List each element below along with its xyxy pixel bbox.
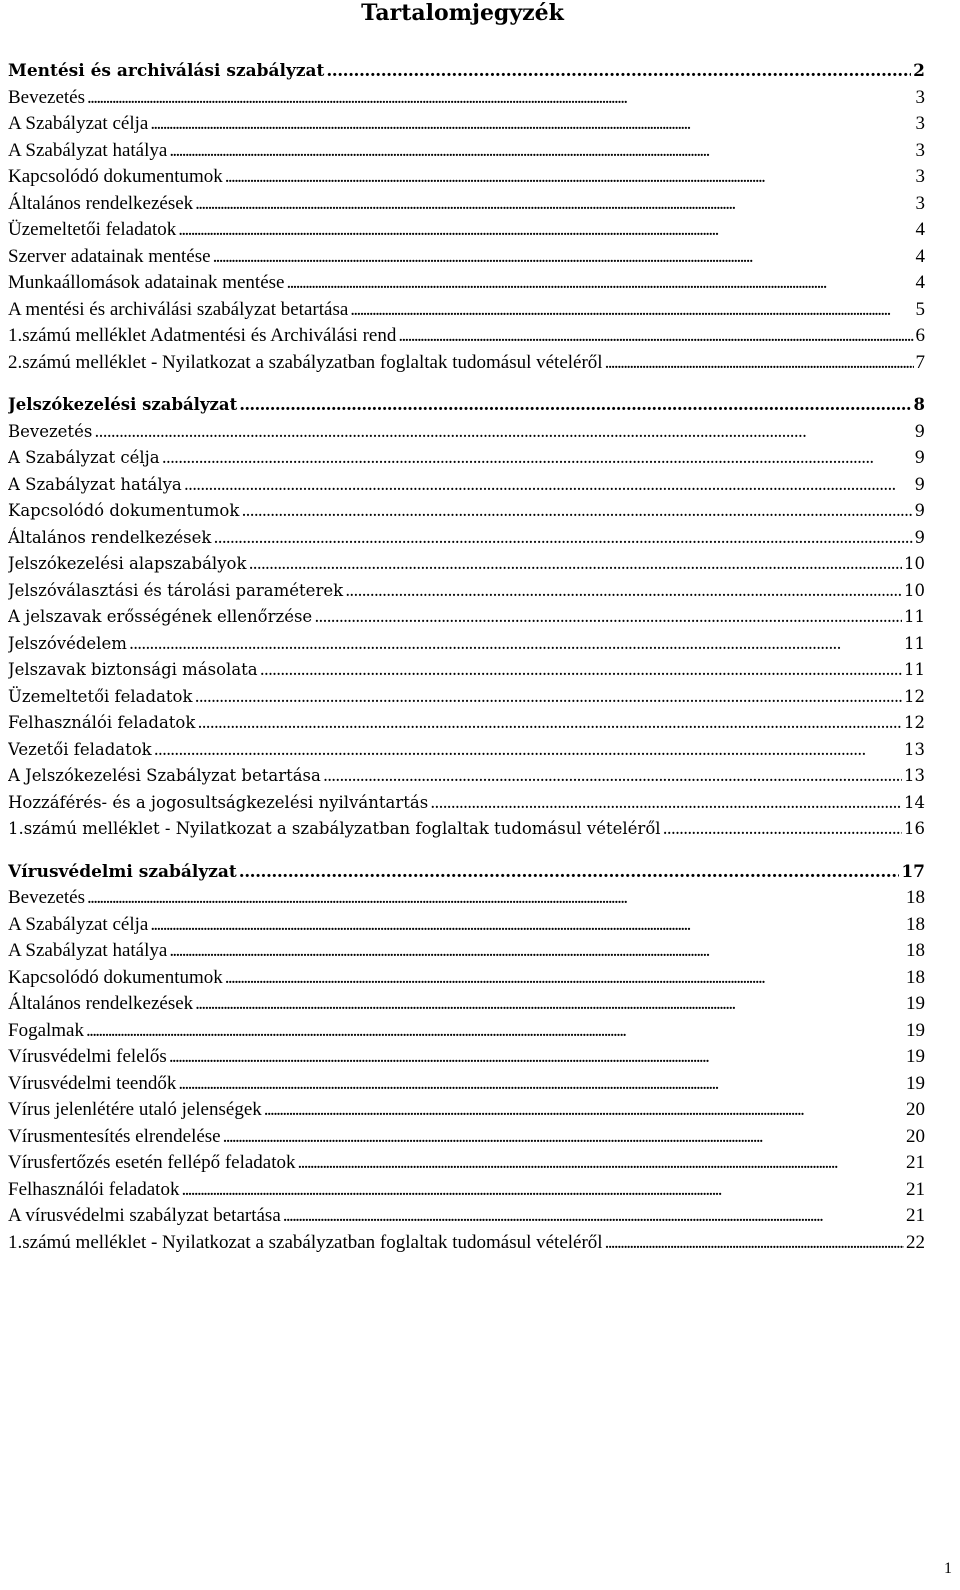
toc-entry[interactable] — [8, 1177, 925, 1204]
dot-leader — [298, 1150, 904, 1177]
toc-entry-label: A Szabályzat célja — [8, 448, 160, 467]
toc-entry-label: Kapcsolódó dokumentumok — [8, 501, 240, 520]
dot-leader — [94, 419, 912, 446]
dot-leader — [239, 392, 911, 419]
dot-leader — [169, 138, 913, 165]
toc-entry[interactable] — [8, 1097, 925, 1124]
toc-entry-page: 11 — [904, 607, 925, 626]
page-number: 1 — [944, 1560, 952, 1577]
toc-entry[interactable] — [8, 111, 925, 138]
toc-entry-page: 4 — [915, 245, 925, 267]
toc-entry-page: 19 — [906, 993, 925, 1014]
toc-entry-label: Általános rendelkezések — [8, 192, 194, 214]
dot-leader — [169, 938, 904, 965]
dot-leader — [213, 525, 912, 552]
toc-entry-page: 6 — [915, 325, 925, 346]
toc-entry-page: 18 — [906, 913, 925, 935]
toc-entry[interactable] — [8, 684, 925, 711]
toc-entry-page: 19 — [906, 1046, 925, 1067]
toc-entry-page: 21 — [906, 1152, 925, 1173]
toc-section — [8, 859, 925, 1257]
toc-entry-label: Felhasználói feladatok — [8, 1178, 180, 1200]
toc-heading-page: 8 — [913, 395, 925, 414]
dot-leader — [194, 684, 902, 711]
toc-entry-page: 10 — [904, 554, 925, 573]
toc-entry[interactable] — [8, 217, 925, 244]
toc-entry-page: 3 — [915, 113, 925, 134]
toc-section-heading[interactable] — [8, 859, 925, 886]
toc-entry[interactable] — [8, 816, 925, 843]
dot-leader — [195, 191, 913, 218]
toc-entry[interactable] — [8, 419, 925, 446]
toc-heading-label: Mentési és archiválási szabályzat — [8, 61, 325, 81]
section-spacer — [8, 376, 925, 392]
toc-entry-page: 20 — [906, 1099, 925, 1120]
dot-leader — [184, 472, 913, 499]
dot-leader — [260, 657, 902, 684]
toc-entry-label: 2.számú melléklet - Nyilatkozat a szabályzatban foglaltak tudomásul vételéről — [8, 351, 603, 373]
toc-entry[interactable] — [8, 323, 925, 350]
toc-entry-label: Jelszóvédelem — [8, 633, 127, 653]
toc-section-heading[interactable] — [8, 392, 925, 419]
dot-leader — [213, 244, 914, 271]
dot-leader — [248, 551, 902, 578]
toc-entry-page: 22 — [906, 1231, 925, 1253]
toc-entry-page: 18 — [906, 887, 925, 908]
toc-entry-label: A Szabályzat célja — [8, 113, 149, 134]
toc-entry-page: 16 — [904, 819, 925, 838]
toc-entry[interactable] — [8, 525, 925, 552]
dot-leader — [663, 816, 902, 843]
toc-entry[interactable] — [8, 604, 925, 631]
toc-entry-page: 3 — [915, 166, 925, 187]
toc-entry[interactable] — [8, 885, 925, 912]
dot-leader — [169, 1044, 904, 1071]
toc-heading-page: 2 — [913, 61, 925, 81]
toc-entry[interactable] — [8, 350, 925, 377]
toc-entry-page: 9 — [914, 501, 925, 520]
toc-entry-label: A Szabályzat hatálya — [8, 139, 168, 161]
toc-entry[interactable] — [8, 737, 925, 764]
toc-entry[interactable] — [8, 85, 925, 112]
dot-leader — [264, 1097, 904, 1124]
toc-entry-page: 9 — [914, 474, 925, 494]
toc-entry-label: Jelszóválasztási és tárolási paraméterek — [8, 580, 344, 600]
toc-entry-page: 19 — [906, 1072, 925, 1094]
toc-entry-page: 9 — [914, 527, 925, 547]
dot-leader — [241, 498, 912, 525]
toc-entry[interactable] — [8, 297, 925, 324]
dot-leader — [129, 631, 902, 658]
dot-leader — [150, 111, 913, 138]
dot-leader — [195, 991, 904, 1018]
dot-leader — [314, 604, 902, 631]
toc-entry-label: A Szabályzat célja — [8, 913, 149, 935]
toc-heading-label: Vírusvédelmi szabályzat — [8, 861, 237, 882]
toc-entry-label: Általános rendelkezések — [8, 993, 194, 1014]
toc-entry[interactable] — [8, 790, 925, 817]
dot-leader — [326, 58, 911, 85]
toc-entry-page: 21 — [906, 1205, 925, 1226]
toc-heading-label: Jelszókezelési szabályzat — [8, 395, 238, 414]
dot-leader — [398, 323, 913, 350]
toc-entry-page: 4 — [915, 272, 925, 293]
toc-entry[interactable] — [8, 657, 925, 684]
toc-entry[interactable] — [8, 578, 925, 605]
toc-entry[interactable] — [8, 938, 925, 965]
toc-heading-page: 17 — [901, 861, 925, 882]
toc-entry-page: 19 — [906, 1019, 925, 1041]
toc-entry-label: Vírusfertőzés esetén fellépő feladatok — [8, 1152, 296, 1173]
dot-leader — [223, 1124, 904, 1151]
toc-entry-label: Kapcsolódó dokumentumok — [8, 166, 223, 187]
toc-entry-page: 3 — [915, 86, 925, 108]
toc-entry-label: A Jelszókezelési Szabályzat betartása — [8, 766, 321, 785]
toc-entry-label: Vezetői feladatok — [8, 739, 152, 759]
dot-leader — [225, 965, 904, 992]
toc-entry-page: 3 — [915, 192, 925, 214]
toc-entry-label: Vírusmentesítés elrendelése — [8, 1125, 221, 1147]
dot-leader — [178, 1071, 904, 1098]
dot-leader — [162, 445, 913, 472]
toc-entry[interactable] — [8, 965, 925, 992]
toc-entry-label: Munkaállomások adatainak mentése — [8, 272, 285, 293]
toc-entry[interactable] — [8, 1203, 925, 1230]
dot-leader — [86, 1018, 904, 1045]
toc-entry-label: Vírusvédelmi felelős — [8, 1046, 167, 1067]
dot-leader — [430, 790, 902, 817]
toc-entry[interactable] — [8, 1044, 925, 1071]
page-title: Tartalomjegyzék — [361, 0, 564, 26]
toc-entry-label: Vírusvédelmi teendők — [8, 1072, 177, 1094]
toc-entry-page: 5 — [915, 298, 925, 320]
toc-entry-label: 1.számú melléklet Adatmentési és Archiválási rend — [8, 325, 397, 346]
toc-entry-label: A vírusvédelmi szabályzat betartása — [8, 1205, 281, 1226]
dot-leader — [225, 164, 914, 191]
toc-entry[interactable] — [8, 551, 925, 578]
dot-leader — [181, 1177, 904, 1204]
toc-entry[interactable] — [8, 912, 925, 939]
dot-leader — [150, 912, 904, 939]
toc-entry[interactable] — [8, 445, 925, 472]
dot-leader — [286, 270, 913, 297]
toc-entry-label: Kapcsolódó dokumentumok — [8, 966, 223, 988]
toc-entry-page: 11 — [904, 660, 925, 679]
toc-entry[interactable] — [8, 1230, 925, 1257]
toc-entry[interactable] — [8, 270, 925, 297]
toc-entry-page: 21 — [906, 1178, 925, 1200]
dot-leader — [283, 1203, 904, 1230]
toc-entry-page: 7 — [915, 351, 925, 373]
toc-entry[interactable] — [8, 631, 925, 658]
toc-entry-page: 4 — [915, 219, 925, 240]
toc-entry-page: 18 — [906, 966, 925, 988]
toc-entry-page: 20 — [906, 1125, 925, 1147]
toc-section — [8, 58, 925, 376]
dot-leader — [350, 297, 913, 324]
toc-entry-label: Hozzáférés- és a jogosultságkezelési nyilvántartás — [8, 792, 429, 812]
toc-entry[interactable] — [8, 991, 925, 1018]
toc-entry-page: 12 — [904, 686, 925, 706]
dot-leader — [154, 737, 902, 764]
toc-entry-label: Bevezetés — [8, 421, 93, 441]
toc-entry-page: 11 — [904, 633, 925, 653]
toc-entry-label: 1.számú melléklet - Nyilatkozat a szabályzatban foglaltak tudomásul vételéről — [8, 1231, 603, 1253]
toc-entry-label: Vírus jelenlétére utaló jelenségek — [8, 1099, 262, 1120]
toc-entry-page: 13 — [904, 766, 925, 785]
toc-entry-label: A jelszavak erősségének ellenőrzése — [8, 607, 313, 626]
toc-entry[interactable] — [8, 244, 925, 271]
dot-leader — [178, 217, 913, 244]
toc-entry-label: A Szabályzat hatálya — [8, 940, 168, 961]
toc-entry-page: 12 — [904, 713, 925, 732]
toc-entry-label: A mentési és archiválási szabályzat betartása — [8, 298, 349, 320]
toc-entry[interactable] — [8, 498, 925, 525]
toc-entry-label: Fogalmak — [8, 1019, 84, 1041]
toc-entry[interactable] — [8, 1071, 925, 1098]
toc-entry-label: Felhasználói feladatok — [8, 713, 196, 732]
toc-entry[interactable] — [8, 763, 925, 790]
dot-leader — [87, 885, 904, 912]
table-of-contents — [8, 58, 925, 1256]
dot-leader — [197, 710, 902, 737]
toc-entry-label: A Szabályzat hatálya — [8, 474, 182, 494]
toc-entry-label: 1.számú melléklet - Nyilatkozat a szabályzatban foglaltak tudomásul vételéről — [8, 819, 661, 838]
toc-entry-label: Üzemeltetői feladatok — [8, 219, 177, 240]
toc-entry[interactable] — [8, 138, 925, 165]
dot-leader — [239, 859, 900, 886]
toc-entry[interactable] — [8, 1018, 925, 1045]
toc-entry-label: Bevezetés — [8, 86, 86, 108]
toc-entry-page: 14 — [904, 792, 925, 812]
toc-entry-page: 9 — [914, 421, 925, 441]
toc-entry[interactable] — [8, 191, 925, 218]
dot-leader — [87, 85, 913, 112]
toc-entry[interactable] — [8, 710, 925, 737]
toc-entry[interactable] — [8, 164, 925, 191]
toc-entry-page: 10 — [904, 580, 925, 600]
section-spacer — [8, 843, 925, 859]
toc-entry-page: 3 — [915, 139, 925, 161]
toc-section-heading[interactable] — [8, 58, 925, 85]
dot-leader — [605, 350, 914, 377]
toc-section — [8, 392, 925, 843]
toc-entry-label: Szerver adatainak mentése — [8, 245, 211, 267]
toc-entry[interactable] — [8, 1150, 925, 1177]
toc-entry-label: Általános rendelkezések — [8, 527, 212, 547]
toc-entry-label: Bevezetés — [8, 887, 86, 908]
dot-leader — [345, 578, 902, 605]
toc-entry-page: 13 — [904, 739, 925, 759]
dot-leader — [323, 763, 902, 790]
toc-entry-page: 18 — [906, 940, 925, 961]
toc-entry[interactable] — [8, 1124, 925, 1151]
toc-entry-label: Jelszavak biztonsági másolata — [8, 660, 258, 679]
toc-entry[interactable] — [8, 472, 925, 499]
dot-leader — [605, 1230, 904, 1257]
toc-entry-page: 9 — [914, 448, 925, 467]
toc-entry-label: Jelszókezelési alapszabályok — [8, 554, 247, 573]
toc-entry-label: Üzemeltetői feladatok — [8, 686, 193, 706]
